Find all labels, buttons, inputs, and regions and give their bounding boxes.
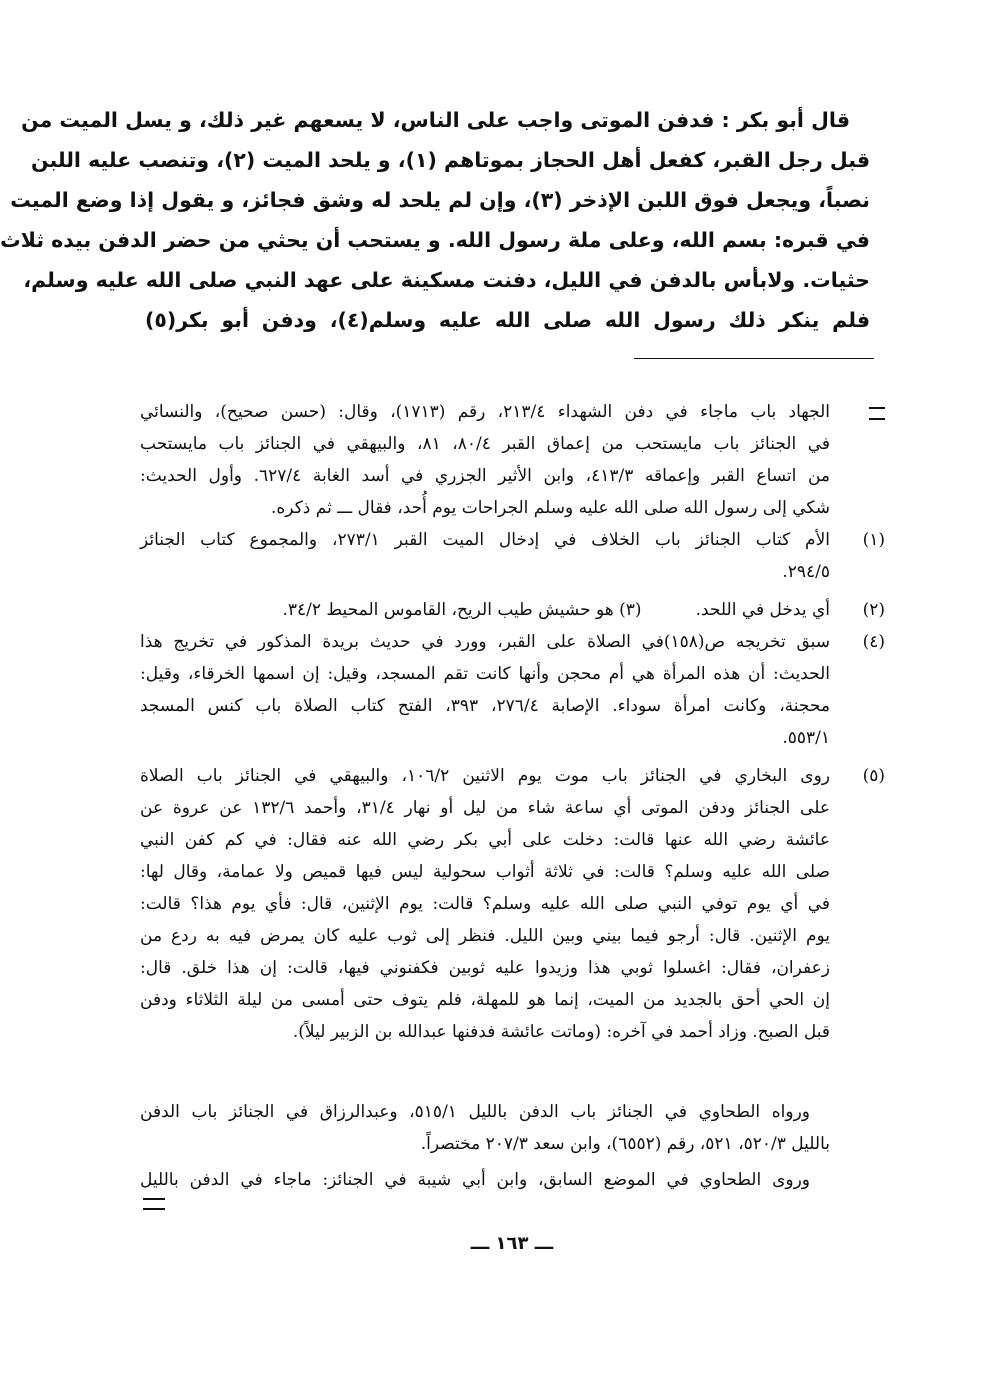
footnote-line: أي يدخل في اللحد. (٣) هو حشيش طيب الريح، القاموس المحيط ٣٤/٢. bbox=[282, 600, 830, 620]
footnote-line: الأم كتاب الجنائز باب الخلاف في إدخال الميت القبر ٢٧٣/١، والمجموع كتاب الجنائز bbox=[140, 530, 830, 550]
footnote-line: صلى الله عليه وسلم؟ قالت: في ثلاثة أثواب سحولية ليس فيها قميص ولا عمامة، وقال لها: bbox=[140, 862, 830, 882]
equals-marker-icon bbox=[869, 407, 885, 420]
footnote-2 bbox=[140, 594, 885, 626]
footnote-number: (٥) bbox=[862, 766, 885, 786]
footnote-paragraph-1 bbox=[140, 1096, 830, 1160]
main-text-line: فلم ينكر ذلك رسول الله صلى الله عليه وسلم(٤)، ودفن أبو بكر(٥) bbox=[145, 308, 870, 332]
footnote-1 bbox=[140, 524, 885, 588]
main-text-line: نصباً، ويجعل فوق اللبن الإذخر (٣)، وإن لم يلحد له وشق فجائز، و يقول إذا وضع الميت bbox=[10, 188, 870, 212]
footnote-line: إن الحي أحق بالجديد من الميت، إنما هو للمهلة، فلم يتوف حتى أمسى من ليلة الثلاثاء ودفن bbox=[140, 990, 830, 1010]
main-text-line: حثيات. ولابأس بالدفن في الليل، دفنت مسكينة على عهد النبي صلى الله عليه وسلم، bbox=[23, 268, 870, 292]
footnote-line: على الجنائز ودفن الموتى أي ساعة شاء من ليل أو نهار ٣١/٤، وأحمد ١٣٢/٦ عن عروة عن bbox=[140, 798, 830, 818]
footnote-line: ٢٩٤/٥. bbox=[782, 562, 830, 582]
footnote-line: روى البخاري في الجنائز باب موت يوم الاثنين ١٠٦/٢، والبيهقي في الجنائز باب الصلاة bbox=[140, 766, 831, 786]
main-text-line: قبل رجل القبر، كفعل أهل الحجاز بموتاهم (١)، و يلحد الميت (٢)، وتنصب عليه اللبن bbox=[31, 148, 870, 172]
footnote-line: في أي يوم توفي النبي صلى الله عليه وسلم؟ قالت: يوم الإثنين، قال: فأي يوم هذا؟ قالت: bbox=[140, 894, 830, 914]
footnote-line: ٥٥٣/١. bbox=[782, 728, 830, 748]
footnote-line: سبق تخريجه ص(١٥٨)في الصلاة على القبر، وورد في حديث بريدة المذكور في تخريج هذا bbox=[140, 632, 830, 652]
footnote-continuation bbox=[140, 396, 885, 524]
footnote-separator bbox=[634, 358, 874, 359]
continuation-marker bbox=[830, 396, 885, 524]
footnote-line: وروى الطحاوي في الموضع السابق، وابن أبي شيبة في الجنائز: ماجاء في الدفن بالليل bbox=[140, 1170, 810, 1190]
footnote-line: محجنة، وكانت امرأة سوداء. الإصابة ٢٧٦/٤، ٣٩٣، الفتح كتاب الصلاة باب كنس المسجد bbox=[140, 696, 830, 716]
footnote-line: في الجنائز باب مايستحب من إعماق القبر ٨٠/٤، ٨١، والبيهقي في الجنائز باب مايستحب bbox=[140, 434, 831, 454]
page-number: ـــ ١٦٣ ـــ bbox=[470, 1233, 554, 1254]
footnote-number: (١) bbox=[862, 530, 885, 550]
footnote-number: (٤) bbox=[862, 632, 885, 652]
footnote-line: الحديث: أن هذه المرأة هي أم محجن وأنها كانت تقم المسجد، وقيل: إن اسمها الخرقاء، وقيل: bbox=[140, 664, 830, 684]
footnotes bbox=[140, 396, 885, 1048]
footnote-line: زعفران، فقال: اغسلوا ثوبي هذا وزيدوا عليه ثوبين فكفنوني فيها، قالت: إن هذا خلق. قال: bbox=[140, 958, 830, 978]
footnote-line: الجهاد باب ماجاء في دفن الشهداء ٢١٣/٤، رقم (١٧١٣)، وقال: (حسن صحيح)، والنسائي bbox=[140, 402, 831, 422]
footnote-4 bbox=[140, 626, 885, 754]
footnote-line: يوم الإثنين. قال: أرجو فيما بيني وبين الليل. فنظر إلى ثوب عليه كان يمرض فيه به ردع من bbox=[140, 926, 831, 946]
footnote-paragraph-2 bbox=[140, 1164, 830, 1196]
main-text-line: قال أبو بكر : فدفن الموتى واجب على الناس، لا يسعهم غير ذلك، و يسل الميت من bbox=[21, 108, 850, 132]
footnote-line: بالليل ٥٢٠/٣، ٥٢١، رقم (٦٥٥٢)، وابن سعد ٢٠٧/٣ مختصراً. bbox=[420, 1134, 830, 1154]
main-text-line: في قبره: بسم الله، وعلى ملة رسول الله. و يستحب أن يحثي من حضر الدفن بيده ثلاث bbox=[0, 228, 870, 252]
continued-marker-icon bbox=[143, 1198, 165, 1210]
footnote-number: (٢) bbox=[862, 600, 885, 620]
footnote-line: من اتساع القبر وإعماقه ٤١٣/٣، وابن الأثير الجزري في أسد الغابة ٦٢٧/٤. وأول الحديث: bbox=[140, 466, 830, 486]
footnote-line: قبل الصبح. وزاد أحمد في آخره: (وماتت عائشة فدفنها عبدالله بن الزبير ليلاً). bbox=[292, 1022, 830, 1042]
footnote-line: عائشة رضي الله عنها قالت: دخلت على أبي بكر رضي الله عنه فقال: في كم كفن النبي bbox=[140, 830, 830, 850]
main-text bbox=[0, 100, 870, 346]
footnote-line: شكي إلى رسول الله صلى الله عليه وسلم الجراحات يوم أُحد، فقال ـــ ثم ذكره. bbox=[271, 498, 830, 518]
footnote-5 bbox=[140, 760, 885, 1048]
footnote-line: ورواه الطحاوي في الجنائز باب الدفن بالليل ٥١٥/١، وعبدالرزاق في الجنائز باب الدفن bbox=[140, 1102, 810, 1122]
